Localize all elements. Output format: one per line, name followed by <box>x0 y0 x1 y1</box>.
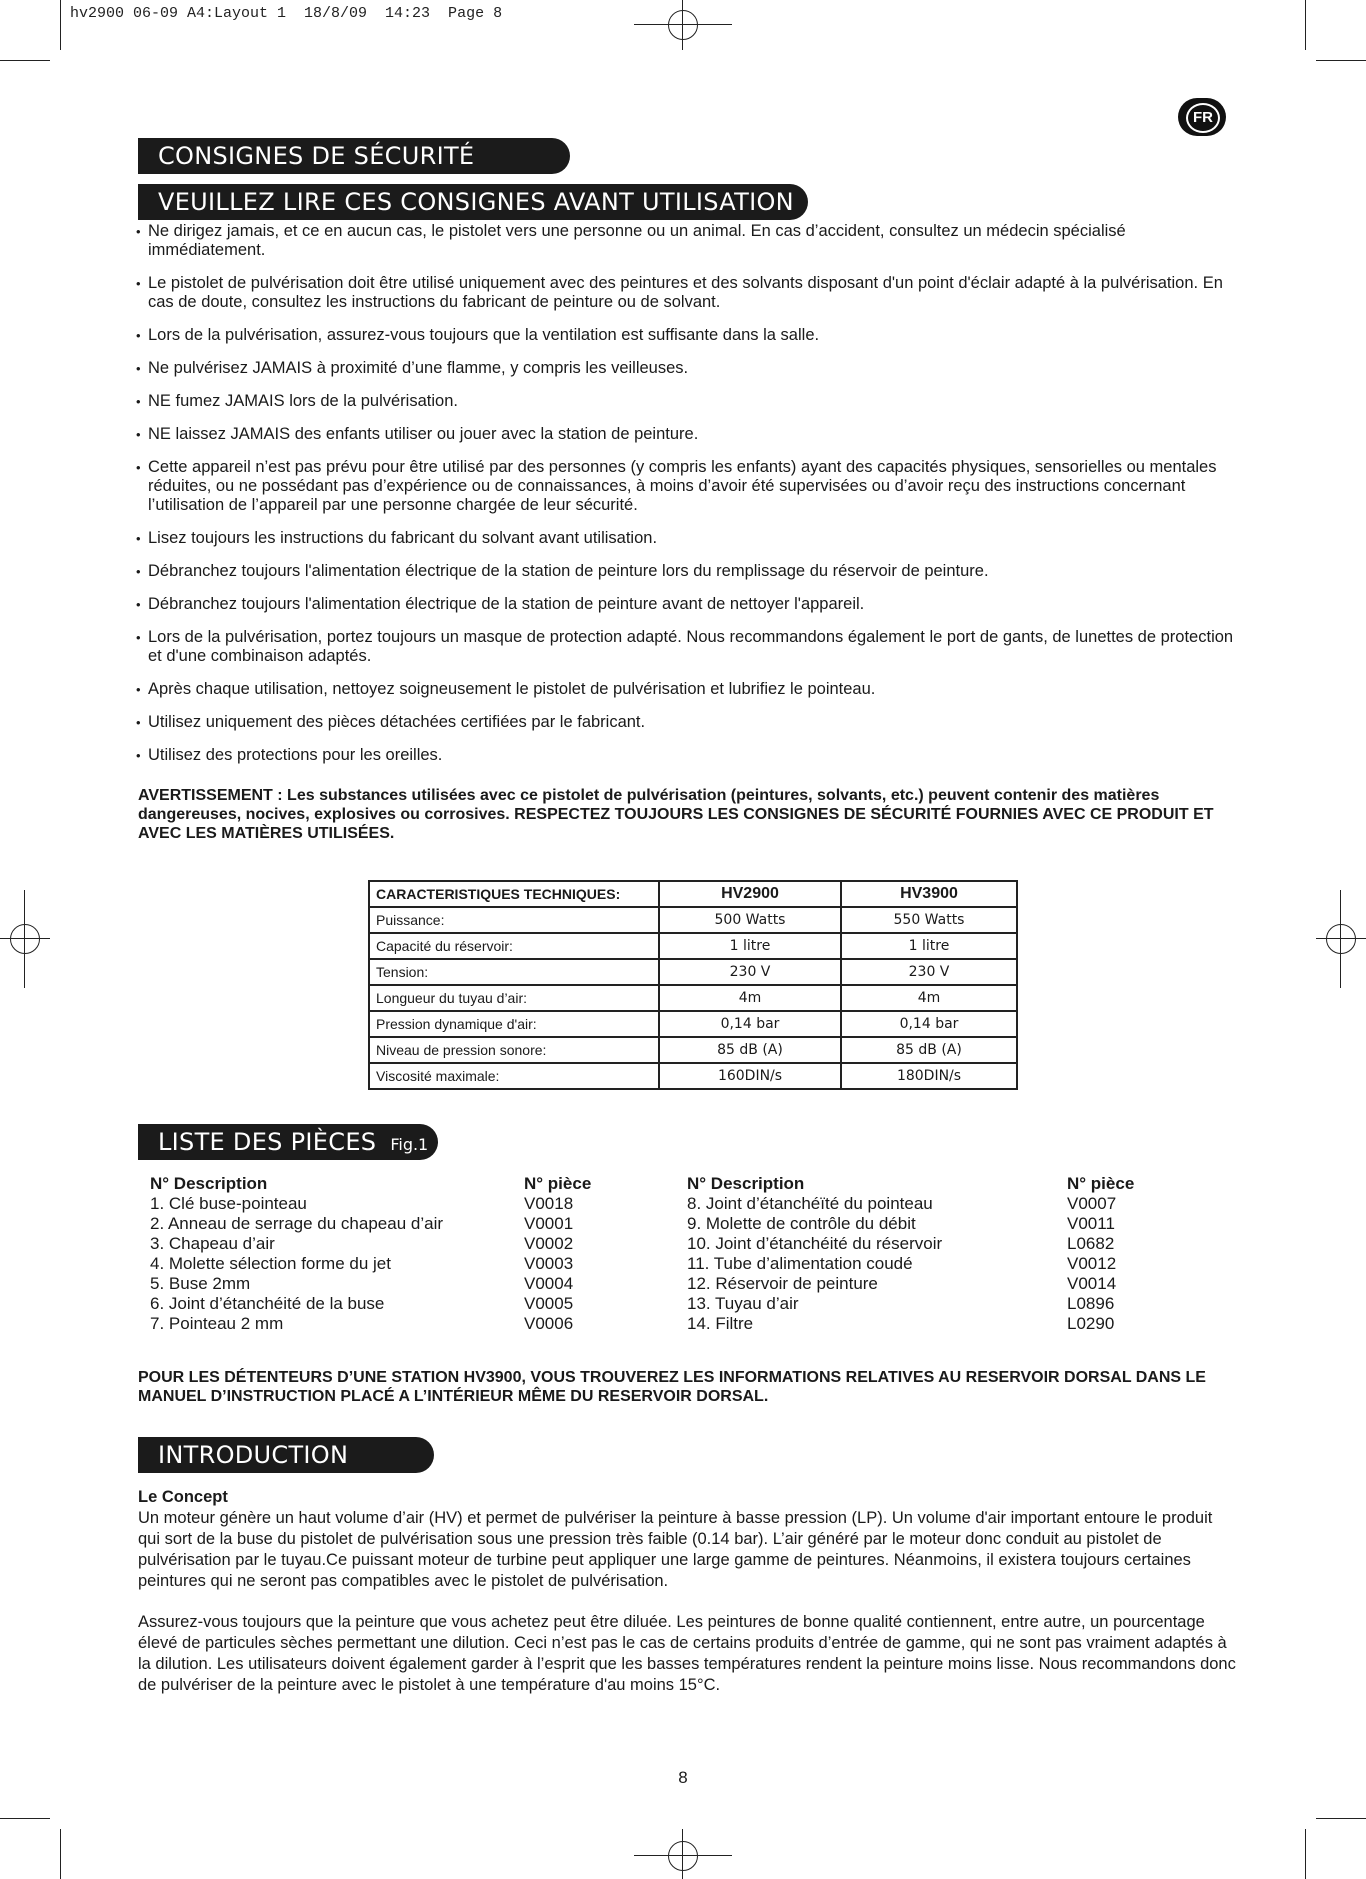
part-number: V0011 <box>1067 1214 1115 1233</box>
parts-list-item <box>150 1314 620 1334</box>
spec-row <box>369 907 1017 933</box>
part-number: V0018 <box>524 1194 574 1213</box>
part-number: V0005 <box>524 1294 574 1313</box>
part-description: 7. Pointeau 2 mm <box>150 1314 284 1333</box>
spec-value-hv3900: 85 dB (A) <box>841 1037 1017 1063</box>
parts-header-description: N° Description <box>150 1174 268 1193</box>
concept-heading: Le Concept <box>138 1488 228 1506</box>
spec-value-hv2900: 230 V <box>659 959 841 985</box>
safety-instruction-item: • Après chaque utilisation, nettoyez soigneusement le pistolet de pulvérisation et lubrifiez le pointeau. <box>136 680 1236 699</box>
part-number: V0003 <box>524 1254 574 1273</box>
parts-list-item <box>150 1274 620 1294</box>
spec-value-hv2900: 0,14 bar <box>659 1011 841 1037</box>
part-number: V0002 <box>524 1234 574 1253</box>
parts-list-header <box>687 1174 1207 1194</box>
part-description: 9. Molette de contrôle du débit <box>687 1214 916 1233</box>
language-badge-label: FR <box>1186 103 1220 133</box>
part-number: V0004 <box>524 1274 574 1293</box>
spec-value-hv3900: 230 V <box>841 959 1017 985</box>
print-slug: hv2900 06-09 A4:Layout 1 18/8/09 14:23 Page 8 <box>70 5 503 22</box>
spec-row <box>369 1037 1017 1063</box>
spec-value-hv2900: 85 dB (A) <box>659 1037 841 1063</box>
spec-label: Puissance: <box>369 907 659 933</box>
spec-label: Longueur du tuyau d’air: <box>369 985 659 1011</box>
spec-row <box>369 985 1017 1011</box>
spec-value-hv2900: 160DIN/s <box>659 1063 841 1089</box>
language-badge <box>1178 98 1226 136</box>
spec-value-hv2900: 4m <box>659 985 841 1011</box>
part-description: 10. Joint d’étanchéité du réservoir <box>687 1234 943 1253</box>
parts-list-item <box>150 1214 620 1234</box>
safety-banner: CONSIGNES DE SÉCURITÉ <box>138 138 570 174</box>
safety-instruction-item: • Le pistolet de pulvérisation doit être utilisé uniquement avec des peintures et des solvants disposant d'un point d'éclair adapté à la pulvérisation. En cas de doute, consultez les instructions du fabricant de peinture ou de solvant. <box>136 274 1236 312</box>
part-description: 13. Tuyau d’air <box>687 1294 799 1313</box>
part-number: V0012 <box>1067 1254 1117 1273</box>
part-description: 4. Molette sélection forme du jet <box>150 1254 391 1273</box>
technical-specs-table <box>368 880 1018 1090</box>
spec-row <box>369 1011 1017 1037</box>
parts-header-part-no: N° pièce <box>524 1174 592 1193</box>
parts-header-part-no: N° pièce <box>1067 1174 1135 1193</box>
introduction-banner: INTRODUCTION <box>138 1437 434 1473</box>
part-number: V0006 <box>524 1314 574 1333</box>
parts-header-description: N° Description <box>687 1174 805 1193</box>
page-number: 8 <box>678 1768 688 1787</box>
safety-instruction-item: • Lors de la pulvérisation, assurez-vous toujours que la ventilation est suffisante dans la salle. <box>136 326 1236 345</box>
parts-list-item <box>150 1254 620 1274</box>
part-description: 14. Filtre <box>687 1314 754 1333</box>
part-number: L0896 <box>1067 1294 1115 1313</box>
parts-list-header <box>150 1174 620 1194</box>
safety-instruction-item: • Débranchez toujours l'alimentation électrique de la station de peinture lors du remplissage du réservoir de peinture. <box>136 562 1236 581</box>
spec-label: Tension: <box>369 959 659 985</box>
spec-label: Niveau de pression sonore: <box>369 1037 659 1063</box>
safety-instruction-item: • NE laissez JAMAIS des enfants utiliser ou jouer avec la station de peinture. <box>136 425 1236 444</box>
parts-list-item <box>687 1234 1207 1254</box>
part-number: V0001 <box>524 1214 574 1233</box>
part-number: V0007 <box>1067 1194 1117 1213</box>
spec-value-hv3900: 550 Watts <box>841 907 1017 933</box>
warning-text: AVERTISSEMENT : Les substances utilisées avec ce pistolet de pulvérisation (peintures, solvants, etc.) peuvent contenir des matières dangereuses, nocives, explosives ou corrosives. RESPECTEZ TOUJOURS LES CONSIGNES DE SÉCURITÉ FOURNIES AVEC CE PRODUIT ET AVEC LES MATIÈRES UTILISÉES. <box>138 787 1214 842</box>
part-number: L0682 <box>1067 1234 1115 1253</box>
spec-header-hv2900: HV2900 <box>659 881 841 907</box>
parts-list-item <box>687 1194 1207 1214</box>
parts-list-item <box>687 1314 1207 1334</box>
safety-instruction-item: • Utilisez des protections pour les oreilles. <box>136 746 1236 765</box>
parts-list-left <box>150 1174 620 1334</box>
parts-list-item <box>687 1294 1207 1314</box>
spec-header-label: CARACTERISTIQUES TECHNIQUES: <box>369 881 659 907</box>
parts-list-right <box>687 1174 1207 1334</box>
spec-value-hv2900: 500 Watts <box>659 907 841 933</box>
spec-label: Viscosité maximale: <box>369 1063 659 1089</box>
spec-row <box>369 959 1017 985</box>
hv3900-note: POUR LES DÉTENTEURS D’UNE STATION HV3900, VOUS TROUVEREZ LES INFORMATIONS RELATIVES AU RESERVOIR DORSAL DANS LE MANUEL D’INSTRUCTION PLACÉ A L’INTÉRIEUR MÊME DU RESERVOIR DORSAL. <box>138 1369 1206 1405</box>
parts-list-fig: Fig.1 <box>390 1135 429 1154</box>
spec-header-row <box>369 881 1017 907</box>
safety-instruction-item: • Ne pulvérisez JAMAIS à proximité d’une flamme, y compris les veilleuses. <box>136 359 1236 378</box>
parts-list-item <box>687 1254 1207 1274</box>
parts-list-item <box>150 1234 620 1254</box>
part-description: 3. Chapeau d’air <box>150 1234 275 1253</box>
safety-instruction-item: • Débranchez toujours l'alimentation électrique de la station de peinture avant de nettoyer l'appareil. <box>136 595 1236 614</box>
spec-label: Pression dynamique d'air: <box>369 1011 659 1037</box>
part-description: 11. Tube d’alimentation coudé <box>687 1254 913 1273</box>
part-description: 6. Joint d’étanchéité de la buse <box>150 1294 385 1313</box>
parts-list-title: LISTE DES PIÈCES <box>158 1128 377 1156</box>
part-description: 12. Réservoir de peinture <box>687 1274 878 1293</box>
parts-list-item <box>150 1294 620 1314</box>
parts-list-item <box>150 1194 620 1214</box>
safety-instruction-item: • Ne dirigez jamais, et ce en aucun cas, le pistolet vers une personne ou un animal. En cas d’accident, consultez un médecin spécialisé immédiatement. <box>136 222 1236 260</box>
parts-list-item <box>687 1274 1207 1294</box>
part-number: L0290 <box>1067 1314 1115 1333</box>
safety-instruction-item: • Lisez toujours les instructions du fabricant du solvant avant utilisation. <box>136 529 1236 548</box>
part-number: V0014 <box>1067 1274 1117 1293</box>
safety-instruction-item: • NE fumez JAMAIS lors de la pulvérisation. <box>136 392 1236 411</box>
concept-paragraph-1: Un moteur génère un haut volume d’air (HV) et permet de pulvériser la peinture à basse pression (LP). Un volume d'air important entoure le produit qui sort de la buse du pistolet de pulvérisation sous une pression très faible (0.14 bar). L’air généré par le moteur donc conduit au pistolet de pulvérisation par le tuyau.Ce puissant moteur de turbine peut appliquer une large gamme de peintures. Néanmoins, il existera toujours certaines peintures qui ne seront pas compatibles avec le pistolet de pulvérisation. <box>138 1509 1213 1590</box>
safety-instructions-list <box>136 222 1236 779</box>
spec-row <box>369 933 1017 959</box>
spec-row <box>369 1063 1017 1089</box>
spec-value-hv3900: 1 litre <box>841 933 1017 959</box>
part-description: 2. Anneau de serrage du chapeau d’air <box>150 1214 444 1233</box>
part-description: 8. Joint d’étanchéïté du pointeau <box>687 1194 933 1213</box>
safety-instruction-item: • Lors de la pulvérisation, portez toujours un masque de protection adapté. Nous recommandons également le port de gants, de lunettes de protection et d'une combinaison adaptés. <box>136 628 1236 666</box>
spec-value-hv3900: 180DIN/s <box>841 1063 1017 1089</box>
spec-value-hv3900: 4m <box>841 985 1017 1011</box>
concept-paragraph-2: Assurez-vous toujours que la peinture que vous achetez peut être diluée. Les peintures de bonne qualité contiennent, entre autre, un pourcentage élevé de particules sèches permettant une dilution. Ceci n’est pas le cas de certains produits d’entrée de gamme, qui ne sont pas vraiment adaptés à la dilution. Les utilisateurs doivent également garder à l’esprit que les basses températures rendent la peinture moins lisse. Nous recommandons donc de pulvériser de la peinture avec le pistolet à une température d'au moins 15°C. <box>138 1613 1236 1694</box>
parts-list-banner <box>138 1124 438 1160</box>
part-description: 1. Clé buse-pointeau <box>150 1194 307 1213</box>
safety-instruction-item: • Utilisez uniquement des pièces détachées certifiées par le fabricant. <box>136 713 1236 732</box>
parts-list-item <box>687 1214 1207 1234</box>
spec-value-hv2900: 1 litre <box>659 933 841 959</box>
part-description: 5. Buse 2mm <box>150 1274 251 1293</box>
spec-header-hv3900: HV3900 <box>841 881 1017 907</box>
spec-label: Capacité du réservoir: <box>369 933 659 959</box>
safety-instruction-item: • Cette appareil n’est pas prévu pour être utilisé par des personnes (y compris les enfants) ayant des capacités physiques, sensorielles ou mentales réduites, ou ne possédant pas d’expérience ou de connaissances, à moins d’avoir été supervisées ou d’avoir reçu des instructions concernant l’utilisation de l’appareil par une personne chargée de leur sécurité. <box>136 458 1236 515</box>
spec-value-hv3900: 0,14 bar <box>841 1011 1017 1037</box>
read-before-banner: VEUILLEZ LIRE CES CONSIGNES AVANT UTILISATION <box>138 184 808 220</box>
